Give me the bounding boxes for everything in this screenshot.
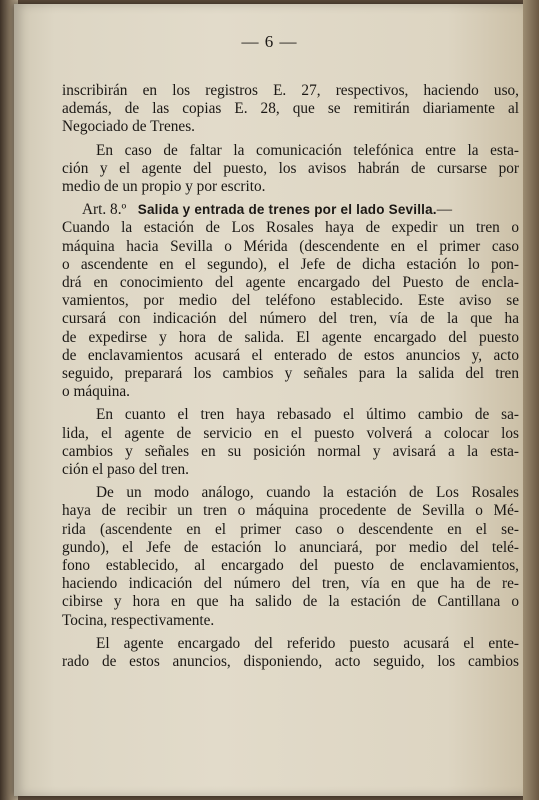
paragraph-5 xyxy=(62,484,519,630)
text-line: de enclavamientos acusará el enterado de estos anuncios y, acto xyxy=(62,346,519,364)
text-line: ción y el agente del puesto, los avisos habrán de cursarse por xyxy=(62,159,519,177)
article-title: Salida y entrada de trenes por el lado Sevilla. xyxy=(137,202,437,218)
text-line: haya de recibir un tren o máquina procedente de Sevilla o Mé- xyxy=(62,502,519,520)
paragraph-4 xyxy=(62,406,519,479)
article-dash: — xyxy=(436,201,453,219)
text-line: Negociado de Trenes. xyxy=(62,118,195,136)
text-line: medio de un propio y por escrito. xyxy=(62,178,266,196)
page-number: — 6 — xyxy=(241,32,298,51)
text-line: inscribirán en los registros E. 27, respectivos, haciendo uso, xyxy=(62,82,519,99)
text-line: drá en conocimiento del agente encargado del Puesto de encla- xyxy=(62,274,519,292)
text-line: además, de las copias E. 28, que se remitirán diariamente al xyxy=(62,100,519,118)
text-line: o máquina. xyxy=(62,383,130,401)
text-line: Cuando la estación de Los Rosales haya de expedir un tren o xyxy=(62,219,519,237)
paragraph-2 xyxy=(62,142,519,197)
text-line: El agente encargado del referido puesto acusará el ente- xyxy=(96,634,519,652)
text-line: vamientos, por medio del teléfono establecido. Este aviso se xyxy=(62,292,519,310)
text-line: rida (ascendente en el primer caso o descendente en el se- xyxy=(62,520,519,538)
text-line: de expedirse y hora de salida. El agente encargado del puesto xyxy=(62,328,519,346)
text-line: o ascendente en el segundo), el Jefe de dicha estación lo pon- xyxy=(62,255,519,273)
text-line: En cuanto el tren haya rebasado el último cambio de sa- xyxy=(96,406,519,424)
article-heading xyxy=(62,201,519,219)
text-line: fono establecido, al encargado del puesto de enclavamientos, xyxy=(62,557,519,575)
text-line: ción el paso del tren. xyxy=(62,461,190,479)
paragraph-6 xyxy=(62,635,519,671)
page-body xyxy=(62,82,519,676)
text-line: cibirse y hora en que ha salido de la estación de Cantillana o xyxy=(62,593,519,611)
text-line: cursará con indicación del número del tren, vía de la que ha xyxy=(62,310,519,328)
text-line: haciendo indicación del número del tren, vía en que ha de re- xyxy=(62,575,519,593)
page-edge xyxy=(523,0,539,800)
article-label: Art. 8.º xyxy=(82,201,127,219)
text-line: máquina hacia Sevilla o Mérida (descendente en el primer caso xyxy=(62,237,519,255)
text-line: lida, el agente de servicio en el puesto volverá a colocar los xyxy=(62,424,519,442)
article-8 xyxy=(62,201,519,401)
text-line: rado de estos anuncios, disponiendo, acto seguido, los cambios xyxy=(62,653,519,671)
text-line: Tocina, respectivamente. xyxy=(62,611,215,629)
text-line: seguido, preparará los cambios y señales para la salida del tren xyxy=(62,365,519,383)
text-line: cambios y señales en su posición normal y avisará a la esta- xyxy=(62,442,519,460)
text-line: En caso de faltar la comunicación telefónica entre la esta- xyxy=(96,141,519,159)
paragraph-1 xyxy=(62,82,519,137)
text-line: gundo), el Jefe de estación lo anunciará, por medio del telé- xyxy=(62,538,519,556)
text-line: De un modo análogo, cuando la estación de Los Rosales xyxy=(96,484,519,502)
